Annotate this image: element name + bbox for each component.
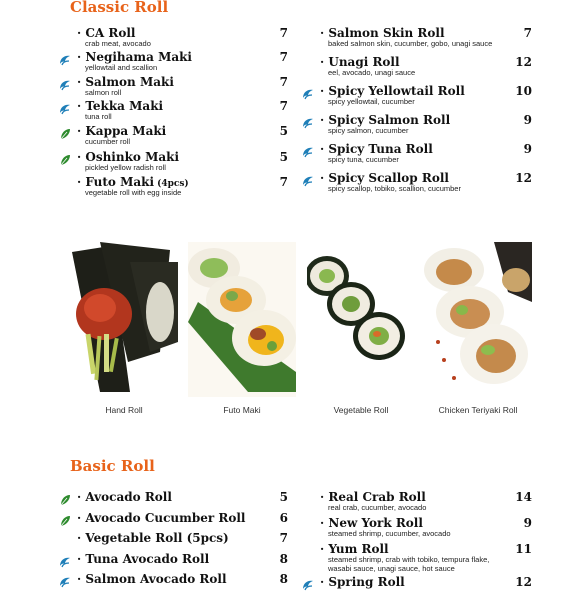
bullet-dot: · xyxy=(77,99,86,113)
menu-item-label: Yum Roll xyxy=(328,542,389,556)
bullet-dot: · xyxy=(320,490,329,504)
menu-item-description: crab meat, avocado xyxy=(85,39,151,48)
menu-item-label: Real Crab Roll xyxy=(328,490,426,504)
menu-item-name xyxy=(320,516,423,530)
menu-item-label: Spicy Tuna Roll xyxy=(328,142,433,156)
bullet-dot: · xyxy=(77,50,86,64)
menu-item-description: steamed shrimp, cucumber, avocado xyxy=(328,529,451,538)
menu-item-name xyxy=(320,171,449,185)
bullet-dot: · xyxy=(77,26,86,40)
menu-item-name xyxy=(320,113,450,127)
menu-item-name xyxy=(320,55,400,69)
menu-item-description: spicy salmon, cucumber xyxy=(328,126,409,135)
menu-item-description: steamed shrimp, crab with tobiko, tempura flake, xyxy=(328,555,490,564)
photo-caption-futo-maki: Futo Maki xyxy=(223,405,261,415)
fish-icon xyxy=(302,114,314,126)
menu-item-label: Spicy Salmon Roll xyxy=(328,113,451,127)
menu-item-price: 11 xyxy=(515,542,532,556)
menu-item-description: cucumber roll xyxy=(85,137,131,146)
menu-item-label: Spicy Yellowtail Roll xyxy=(328,84,465,98)
bullet-dot: · xyxy=(77,531,86,545)
menu-item-description: eel, avocado, unagi sauce xyxy=(328,68,416,77)
menu-item-price: 7 xyxy=(279,175,288,189)
menu-item-label: Spicy Scallop Roll xyxy=(328,171,449,185)
menu-item-name xyxy=(320,542,389,556)
menu-item-price: 7 xyxy=(279,26,288,40)
menu-item-name xyxy=(77,124,166,138)
menu-item-description: yellowtail and scallion xyxy=(85,63,158,72)
bullet-dot: · xyxy=(77,150,86,164)
bullet-dot: · xyxy=(320,171,329,185)
menu-item-description: vegetable roll with egg inside xyxy=(85,188,182,197)
menu-item-label: CA Roll xyxy=(85,26,136,40)
fish-icon xyxy=(302,576,314,588)
fish-icon xyxy=(302,85,314,97)
menu-item-name xyxy=(77,531,229,545)
menu-item-description: spicy yellowtail, cucumber xyxy=(328,97,415,106)
fish-icon xyxy=(59,76,71,88)
menu-item-description: salmon roll xyxy=(85,88,122,97)
menu-item-name xyxy=(320,142,433,156)
menu-item-price: 9 xyxy=(523,113,532,127)
menu-item-name xyxy=(320,26,445,40)
menu-item-name xyxy=(77,26,136,40)
photo-caption-vegetable-roll: Vegetable Roll xyxy=(333,405,389,415)
chicken-teriyaki-roll-photo xyxy=(424,242,532,397)
menu-item-label: Salmon Skin Roll xyxy=(328,26,445,40)
menu-item-price: 9 xyxy=(523,516,532,530)
menu-item-name xyxy=(320,575,405,589)
menu-item-label: Spring Roll xyxy=(328,575,405,589)
menu-item-description: real crab, cucumber, avocado xyxy=(328,503,427,512)
menu-item-label: Tekka Maki xyxy=(85,99,164,113)
menu-item-label: Unagi Roll xyxy=(328,55,400,69)
menu-item-name xyxy=(77,99,163,113)
menu-item-price: 7 xyxy=(279,99,288,113)
menu-item-description: spicy scallop, tobiko, scallion, cucumber xyxy=(328,184,461,193)
menu-item-name xyxy=(77,490,172,504)
menu-item-price: 10 xyxy=(515,84,532,98)
menu-item-label: Oshinko Maki xyxy=(85,150,180,164)
menu-item-label: Kappa Maki xyxy=(85,124,167,138)
fish-icon xyxy=(302,172,314,184)
menu-item-description: spicy tuna, cucumber xyxy=(328,155,399,164)
menu-item-price: 8 xyxy=(279,552,288,566)
bullet-dot: · xyxy=(320,55,329,69)
menu-item-portion: (4pcs) xyxy=(157,179,189,189)
menu-item-price: 12 xyxy=(515,171,532,185)
vegetable-roll-photo xyxy=(307,242,415,397)
menu-item-label: Avocado Cucumber Roll xyxy=(85,511,246,525)
menu-item-price: 7 xyxy=(279,531,288,545)
futo-maki-photo xyxy=(188,242,296,397)
bullet-dot: · xyxy=(77,124,86,138)
menu-item-price: 6 xyxy=(279,511,288,525)
menu-item-price: 7 xyxy=(279,50,288,64)
fish-icon xyxy=(59,100,71,112)
bullet-dot: · xyxy=(320,113,329,127)
photo-caption-hand-roll: Hand Roll xyxy=(105,405,143,415)
bullet-dot: · xyxy=(77,511,86,525)
bullet-dot: · xyxy=(320,26,329,40)
menu-item-price: 14 xyxy=(515,490,532,504)
leaf-icon xyxy=(59,125,71,137)
bullet-dot: · xyxy=(320,142,329,156)
menu-item-label: Tuna Avocado Roll xyxy=(85,552,210,566)
menu-item-name xyxy=(77,552,209,566)
classic-roll-heading: Classic Roll xyxy=(70,0,169,16)
bullet-dot: · xyxy=(320,542,329,556)
menu-item-name xyxy=(77,572,227,586)
menu-item-description: tuna roll xyxy=(85,112,112,121)
menu-item-description: pickled yellow radish roll xyxy=(85,163,166,172)
menu-item-price: 5 xyxy=(279,150,288,164)
menu-item-label: Salmon Maki xyxy=(85,75,174,89)
menu-item-name xyxy=(77,511,245,525)
leaf-icon xyxy=(59,151,71,163)
menu-item-description: baked salmon skin, cucumber, gobo, unagi sauce xyxy=(328,39,493,48)
fish-icon xyxy=(59,573,71,585)
bullet-dot: · xyxy=(320,575,329,589)
menu-item-label: Avocado Roll xyxy=(85,490,172,504)
menu-item-label: Futo Maki xyxy=(85,175,155,189)
menu-item-label: Salmon Avocado Roll xyxy=(85,572,227,586)
menu-item-name xyxy=(77,50,192,64)
menu-item-price: 5 xyxy=(279,124,288,138)
menu-item-price: 12 xyxy=(515,575,532,589)
bullet-dot: · xyxy=(77,175,86,189)
menu-item-price: 12 xyxy=(515,55,532,69)
menu-item-description-line2: wasabi sauce, unagi sauce, hot sauce xyxy=(328,564,455,573)
menu-item-label: Negihama Maki xyxy=(85,50,192,64)
bullet-dot: · xyxy=(77,572,86,586)
menu-item-price: 9 xyxy=(523,142,532,156)
menu-item-name xyxy=(77,150,179,164)
bullet-dot: · xyxy=(77,75,86,89)
menu-item-price: 8 xyxy=(279,572,288,586)
fish-icon xyxy=(59,51,71,63)
bullet-dot: · xyxy=(320,84,329,98)
menu-item-label: New York Roll xyxy=(328,516,423,530)
basic-roll-heading: Basic Roll xyxy=(70,457,155,475)
menu-item-name xyxy=(320,84,465,98)
hand-roll-photo xyxy=(70,242,178,397)
menu-item-price: 5 xyxy=(279,490,288,504)
bullet-dot: · xyxy=(320,516,329,530)
bullet-dot: · xyxy=(77,552,86,566)
bullet-dot: · xyxy=(77,490,86,504)
photo-caption-chicken-teriyaki-roll: Chicken Teriyaki Roll xyxy=(438,405,518,415)
leaf-icon xyxy=(59,512,71,524)
menu-item-price: 7 xyxy=(279,75,288,89)
fish-icon xyxy=(59,553,71,565)
menu-item-name xyxy=(320,490,426,504)
menu-item-price: 7 xyxy=(523,26,532,40)
fish-icon xyxy=(302,143,314,155)
leaf-icon xyxy=(59,491,71,503)
menu-item-label: Vegetable Roll (5pcs) xyxy=(85,531,229,545)
menu-item-name xyxy=(77,75,174,89)
